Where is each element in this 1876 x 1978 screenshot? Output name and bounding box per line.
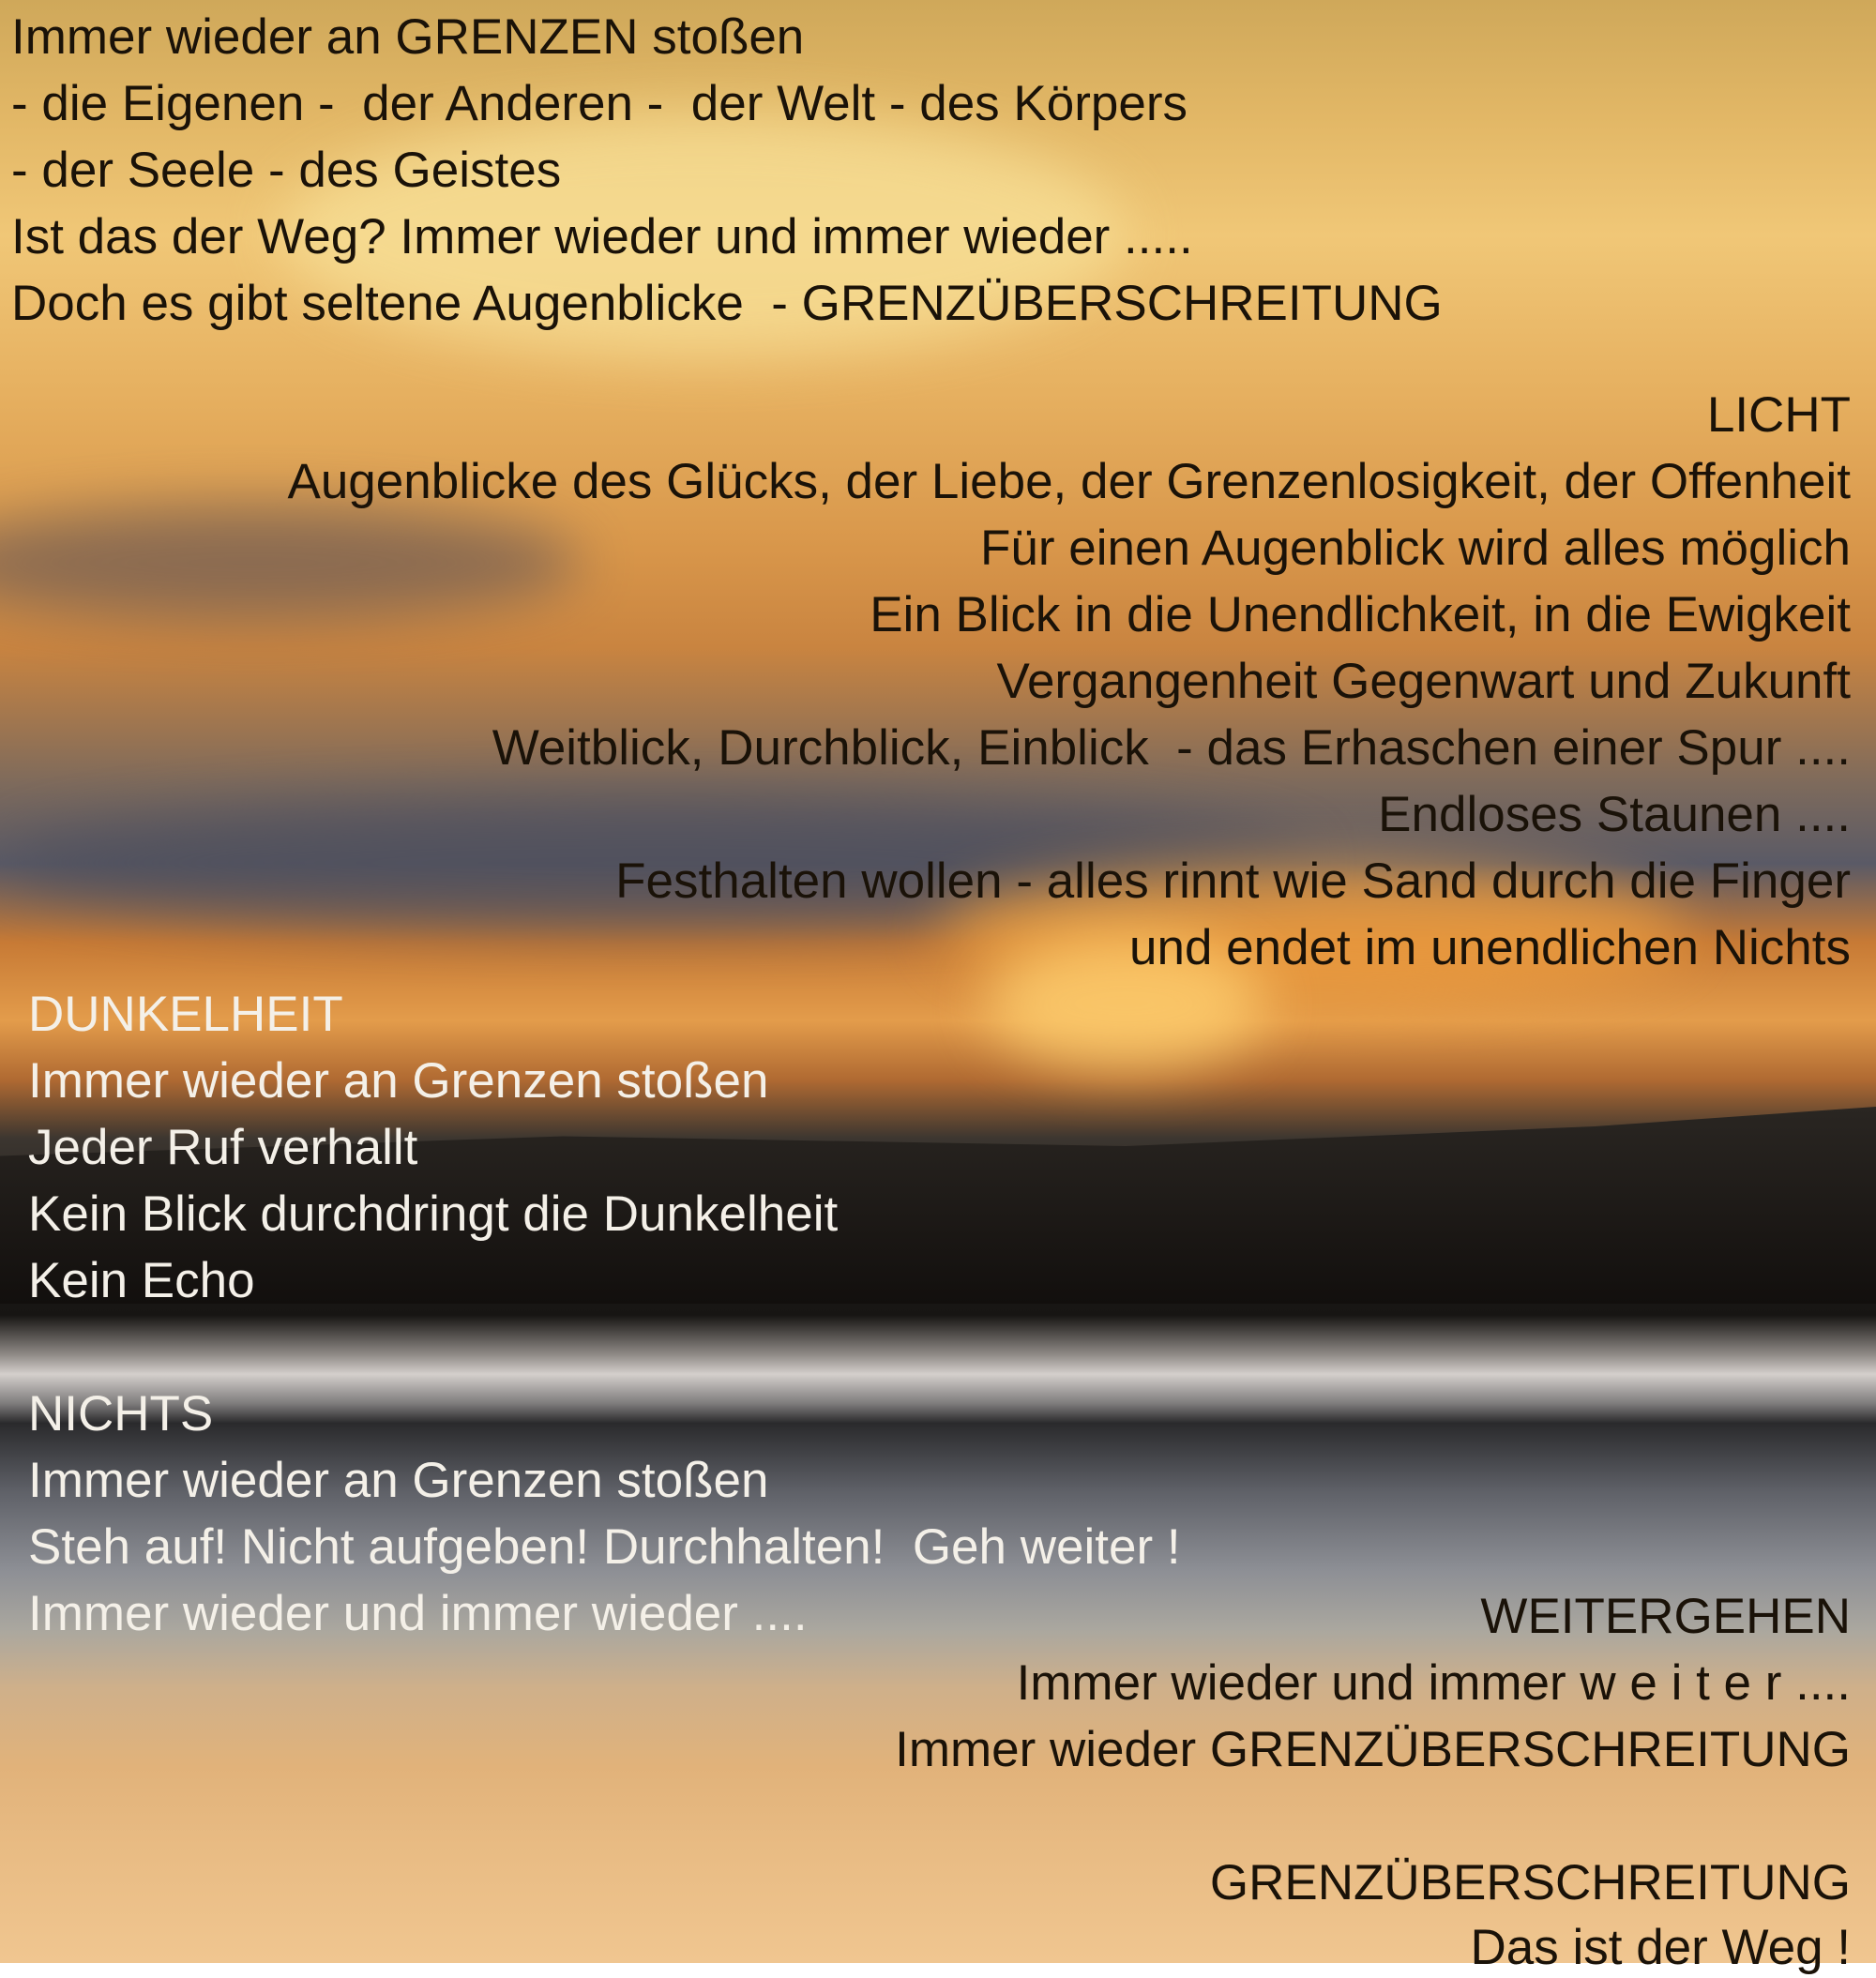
dunkelheit-line: Kein Blick durchdringt die Dunkelheit: [28, 1186, 839, 1242]
dunkelheit-line: Kein Echo: [28, 1253, 255, 1308]
intro-line: Immer wieder an GRENZEN stoßen: [11, 9, 805, 65]
intro-line: Ist das der Weg? Immer wieder und immer wieder .....: [11, 209, 1193, 264]
weitergehen-line: Immer wieder GRENZÜBERSCHREITUNG: [895, 1722, 1851, 1777]
ending-heading: GRENZÜBERSCHREITUNG: [1209, 1855, 1851, 1910]
ending-line: Das ist der Weg !: [1470, 1920, 1851, 1975]
weitergehen-line: Immer wieder und immer w e i t e r ....: [1016, 1655, 1851, 1711]
dunkelheit-heading: DUNKELHEIT: [28, 987, 343, 1042]
dark-cloud: [0, 506, 582, 619]
licht-line: Für einen Augenblick wird alles möglich: [980, 521, 1851, 576]
licht-heading: LICHT: [1706, 387, 1851, 443]
licht-line: Weitblick, Durchblick, Einblick - das Erhaschen einer Spur ....: [492, 720, 1851, 776]
nichts-line: Immer wieder und immer wieder ....: [28, 1586, 808, 1641]
nichts-line: Steh auf! Nicht aufgeben! Durchhalten! Geh weiter !: [28, 1519, 1181, 1575]
dunkelheit-line: Immer wieder an Grenzen stoßen: [28, 1053, 769, 1109]
intro-line: - die Eigenen - der Anderen - der Welt - des Körpers: [11, 76, 1188, 131]
licht-line: Ein Blick in die Unendlichkeit, in die Ewigkeit: [870, 587, 1851, 642]
weitergehen-heading: WEITERGEHEN: [1480, 1589, 1851, 1644]
licht-line: Festhalten wollen - alles rinnt wie Sand durch die Finger: [615, 853, 1851, 909]
intro-line: Doch es gibt seltene Augenblicke - GRENZÜBERSCHREITUNG: [11, 276, 1443, 331]
nichts-heading: NICHTS: [28, 1386, 214, 1442]
licht-line: Endloses Staunen ....: [1378, 787, 1851, 842]
intro-line: - der Seele - des Geistes: [11, 143, 562, 198]
nichts-line: Immer wieder an Grenzen stoßen: [28, 1453, 769, 1508]
licht-line: Vergangenheit Gegenwart und Zukunft: [996, 654, 1851, 709]
licht-line: Augenblicke des Glücks, der Liebe, der Grenzenlosigkeit, der Offenheit: [287, 454, 1851, 509]
dunkelheit-line: Jeder Ruf verhallt: [28, 1120, 418, 1175]
licht-line: und endet im unendlichen Nichts: [1129, 920, 1851, 975]
